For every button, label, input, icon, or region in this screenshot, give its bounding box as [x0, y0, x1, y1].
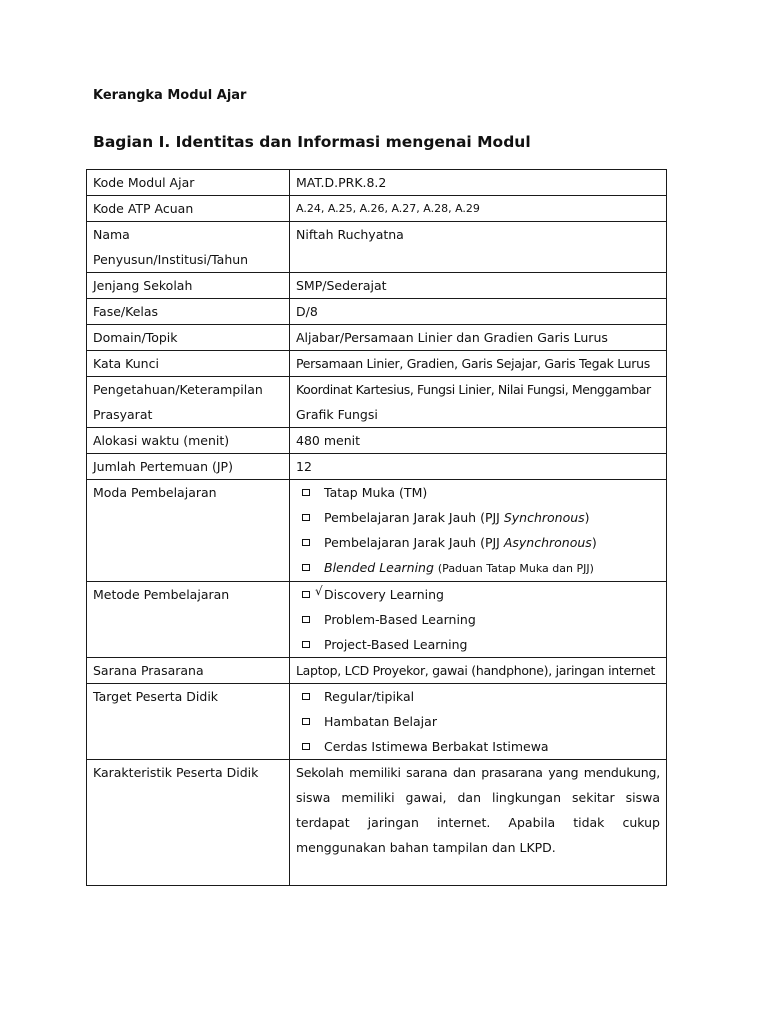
prasyarat-label-line1: Pengetahuan/Keterampilan: [93, 382, 263, 397]
row-moda: [87, 480, 667, 582]
row-kode-modul: [87, 170, 667, 196]
nama-label-line1: Nama: [93, 227, 130, 242]
prasyarat-value: [290, 377, 667, 428]
metode-option-problem-based: [296, 607, 660, 632]
kode-atp-value: A.24, A.25, A.26, A.27, A.28, A.29: [290, 196, 667, 222]
section-title: Bagian I. Identitas dan Informasi mengenai Modul: [93, 133, 531, 151]
fase-value: D/8: [290, 299, 667, 325]
row-kata-kunci: [87, 351, 667, 377]
row-domain: [87, 325, 667, 351]
row-kode-atp: [87, 196, 667, 222]
checkbox-icon: [302, 564, 310, 571]
module-identity-table: [86, 169, 667, 886]
kata-kunci-value: Persamaan Linier, Gradien, Garis Sejajar, Garis Tegak Lurus: [290, 351, 667, 377]
metode-option-discovery: [296, 582, 660, 607]
prasyarat-value-line2: Grafik Fungsi: [296, 407, 378, 422]
target-options: [290, 684, 667, 760]
domain-value: Aljabar/Persamaan Linier dan Gradien Garis Lurus: [290, 325, 667, 351]
checkbox-icon: [302, 514, 310, 521]
target-option-label: Cerdas Istimewa Berbakat Istimewa: [324, 739, 549, 754]
nama-label-line2: Penyusun/Institusi/Tahun: [93, 252, 249, 267]
target-option-regular: [296, 684, 660, 709]
fase-label: Fase/Kelas: [87, 299, 290, 325]
metode-option-label: Project-Based Learning: [324, 637, 468, 652]
karakteristik-value: [290, 760, 667, 886]
moda-options: [290, 480, 667, 582]
nama-penyusun-label: [87, 222, 290, 273]
row-alokasi: [87, 428, 667, 454]
row-fase: [87, 299, 667, 325]
moda-option-label: Tatap Muka (TM): [324, 485, 428, 500]
row-target: [87, 684, 667, 760]
target-option-hambatan: [296, 709, 660, 734]
jenjang-label: Jenjang Sekolah: [87, 273, 290, 299]
metode-option-project-based: [296, 632, 660, 657]
target-option-label: Regular/tipikal: [324, 689, 415, 704]
moda-option-italic: Synchronous: [503, 510, 585, 525]
prasyarat-value-line1: Koordinat Kartesius, Fungsi Linier, Nilai Fungsi, Menggambar: [296, 382, 651, 397]
moda-option-italic: Blended Learning: [324, 560, 434, 575]
kode-modul-label: Kode Modul Ajar: [87, 170, 290, 196]
checkbox-icon: [302, 641, 310, 648]
moda-label: Moda Pembelajaran: [87, 480, 290, 582]
row-prasyarat: [87, 377, 667, 428]
alokasi-label: Alokasi waktu (menit): [87, 428, 290, 454]
karakteristik-line4: menggunakan bahan tampilan dan LKPD.: [296, 840, 556, 855]
moda-option-tatap-muka: [296, 480, 660, 505]
document-subtitle: Kerangka Modul Ajar: [93, 88, 247, 103]
moda-option-label: Pembelajaran Jarak Jauh (PJJ: [324, 535, 504, 550]
pertemuan-value: 12: [290, 454, 667, 480]
checkbox-icon: [302, 743, 310, 750]
moda-option-suffix: ): [584, 510, 590, 525]
moda-option-italic: Asynchronous: [503, 535, 592, 550]
checkbox-icon: [302, 539, 310, 546]
metode-option-label: Problem-Based Learning: [324, 612, 476, 627]
kode-atp-label: Kode ATP Acuan: [87, 196, 290, 222]
karakteristik-line2: siswa memiliki gawai, dan lingkungan sekitar siswa: [296, 790, 660, 805]
check-icon: √: [315, 584, 323, 598]
moda-option-label: Pembelajaran Jarak Jauh (PJJ: [324, 510, 504, 525]
jenjang-value: SMP/Sederajat: [290, 273, 667, 299]
nama-penyusun-value: Niftah Ruchyatna: [290, 222, 667, 273]
row-pertemuan: [87, 454, 667, 480]
pertemuan-label: Jumlah Pertemuan (JP): [87, 454, 290, 480]
sarana-label: Sarana Prasarana: [87, 658, 290, 684]
checkbox-icon: [302, 616, 310, 623]
prasyarat-label-line2: Prasyarat: [93, 407, 153, 422]
checkbox-icon: [302, 693, 310, 700]
kode-modul-value: MAT.D.PRK.8.2: [290, 170, 667, 196]
moda-option-blended: [296, 555, 660, 581]
metode-options: [290, 582, 667, 658]
row-metode: [87, 582, 667, 658]
moda-option-suffix: (Paduan Tatap Muka dan PJJ): [437, 562, 594, 575]
kata-kunci-label: Kata Kunci: [87, 351, 290, 377]
moda-option-suffix: ): [591, 535, 597, 550]
domain-label: Domain/Topik: [87, 325, 290, 351]
alokasi-value: 480 menit: [290, 428, 667, 454]
checkbox-icon: [302, 489, 310, 496]
target-option-cerdas: [296, 734, 660, 759]
row-sarana: [87, 658, 667, 684]
moda-option-pjj-synchronous: [296, 505, 660, 530]
target-label: Target Peserta Didik: [87, 684, 290, 760]
row-nama-penyusun: [87, 222, 667, 273]
karakteristik-label: Karakteristik Peserta Didik: [87, 760, 290, 886]
sarana-value: Laptop, LCD Proyekor, gawai (handphone), jaringan internet: [290, 658, 667, 684]
row-jenjang: [87, 273, 667, 299]
checkbox-icon: [302, 718, 310, 725]
metode-label: Metode Pembelajaran: [87, 582, 290, 658]
prasyarat-label: [87, 377, 290, 428]
target-option-label: Hambatan Belajar: [324, 714, 437, 729]
moda-option-pjj-asynchronous: [296, 530, 660, 555]
karakteristik-line1: Sekolah memiliki sarana dan prasarana yang mendukung,: [296, 765, 660, 780]
metode-option-label: Discovery Learning: [324, 587, 444, 602]
karakteristik-line3: terdapat jaringan internet. Apabila tidak cukup: [296, 815, 660, 830]
row-karakteristik: [87, 760, 667, 886]
checkbox-icon: [302, 584, 323, 598]
